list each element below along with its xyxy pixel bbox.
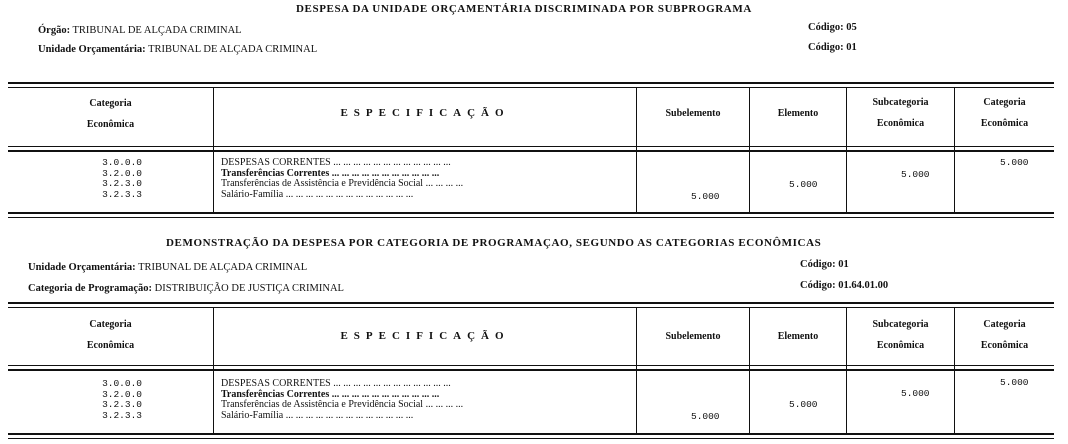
section1-table <box>8 82 1054 220</box>
section1-title: DESPESA DA UNIDADE ORÇAMENTÁRIA DISCRIMINADA POR SUBPROGRAMA <box>296 3 752 15</box>
programacao-line <box>28 283 344 294</box>
elemento-value: 5.000 <box>789 399 818 410</box>
subcategoria-value: 5.000 <box>901 388 930 399</box>
header-subcategoria-economica: Subcategoria Econômica <box>872 319 929 351</box>
unidade-code: Código: 01 <box>808 42 857 53</box>
table-row-desc: DESPESAS CORRENTES ... ... ... ... ... ... ... ... ... ... ... ... <box>221 157 451 168</box>
programacao-label: Categoria de Programação: <box>28 283 153 294</box>
orgao-value: TRIBUNAL DE ALÇADA CRIMINAL <box>72 25 242 36</box>
table-row-code: 3.2.3.3 <box>102 188 142 200</box>
table-row-code: 3.2.3.0 <box>102 178 142 189</box>
table-row-desc: Transferências de Assistência e Previdência Social ... ... ... ... <box>221 178 464 189</box>
header-especificacao: ESPECIFICAÇÃO <box>340 330 510 342</box>
unidade-value: TRIBUNAL DE ALÇADA CRIMINAL <box>148 44 318 55</box>
table-row-desc: DESPESAS CORRENTES ... ... ... ... ... ... ... ... ... ... ... ... <box>221 378 451 389</box>
table-row-desc: Transferências Correntes ... ... ... ... ... ... ... ... ... ... ... <box>221 167 440 179</box>
subelemento-value: 5.000 <box>691 191 720 202</box>
unidade-label: Unidade Orçamentária: <box>38 44 146 55</box>
table-row-code: 3.2.3.3 <box>102 409 142 421</box>
categoria-value: 5.000 <box>1000 377 1029 388</box>
header-categoria-economica: Categoria Econômica <box>86 98 135 130</box>
table-row-desc: Salário-Família ... ... ... ... ... ... ... ... ... ... ... ... ... <box>221 409 414 421</box>
orgao-line <box>38 25 242 36</box>
unidade-line <box>38 44 317 55</box>
section2-title: DEMONSTRAÇÃO DA DESPESA POR CATEGORIA DE PROGRAMAÇAO, SEGUNDO AS CATEGORIAS ECONÔMICAS <box>166 237 822 249</box>
table-row-code: 3.2.0.0 <box>102 388 142 400</box>
header-categoria-economica-2: Categoria Econômica <box>980 319 1029 351</box>
subelemento-value: 5.000 <box>691 411 720 422</box>
header-subelemento: Subelemento <box>665 331 721 342</box>
table-row-code: 3.0.0.0 <box>102 157 142 168</box>
categoria-value: 5.000 <box>1000 157 1029 168</box>
section2-table <box>8 302 1054 442</box>
table-row-desc: Salário-Família ... ... ... ... ... ... ... ... ... ... ... ... ... <box>221 188 414 200</box>
header-categoria-economica-2: Categoria Econômica <box>980 97 1029 129</box>
header-elemento: Elemento <box>777 108 819 119</box>
table-row-desc: Transferências de Assistência e Previdência Social ... ... ... ... <box>221 399 464 410</box>
codes-column <box>68 158 142 200</box>
programacao-code: Código: 01.64.01.00 <box>800 280 889 291</box>
unidade2-line <box>28 262 307 273</box>
table-row-code: 3.2.3.0 <box>102 399 142 410</box>
elemento-value: 5.000 <box>789 179 818 190</box>
table-row-desc: Transferências Correntes ... ... ... ... ... ... ... ... ... ... ... <box>221 388 440 400</box>
desc-column <box>221 158 463 200</box>
header-elemento: Elemento <box>777 331 819 342</box>
header-especificacao: ESPECIFICAÇÃO <box>340 107 510 119</box>
orgao-code: Código: 05 <box>808 22 857 33</box>
codes-column <box>68 379 142 421</box>
unidade2-code: Código: 01 <box>800 259 849 270</box>
desc-column <box>221 379 463 421</box>
header-subcategoria-economica: Subcategoria Econômica <box>872 97 929 129</box>
header-categoria-economica: Categoria Econômica <box>86 319 135 351</box>
unidade2-value: TRIBUNAL DE ALÇADA CRIMINAL <box>138 262 308 273</box>
subcategoria-value: 5.000 <box>901 169 930 180</box>
unidade2-label: Unidade Orçamentária: <box>28 262 136 273</box>
table-row-code: 3.2.0.0 <box>102 167 142 179</box>
header-subelemento: Subelemento <box>665 108 721 119</box>
orgao-label: Órgão: <box>38 25 71 36</box>
programacao-value: DISTRIBUIÇÃO DE JUSTIÇA CRIMINAL <box>154 283 344 294</box>
table-row-code: 3.0.0.0 <box>102 378 142 389</box>
